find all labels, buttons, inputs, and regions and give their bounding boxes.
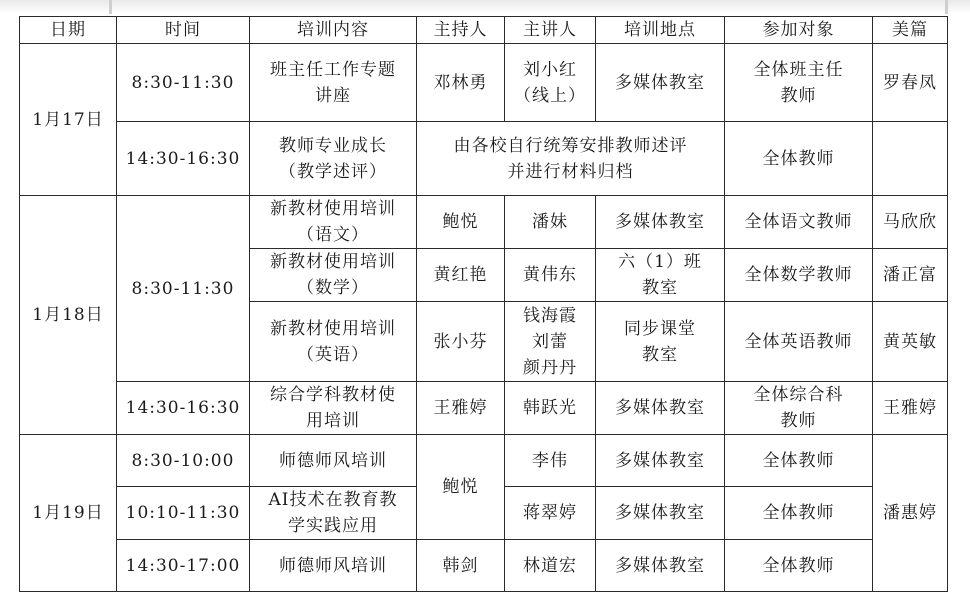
column-mark [945, 0, 948, 14]
audience-cell: 全体综合科 教师 [725, 382, 873, 435]
speaker-cell: 钱海霞 刘蕾 颜丹丹 [505, 302, 596, 382]
header-content: 培训内容 [250, 17, 417, 44]
meipian-cell: 王雅婷 [873, 382, 948, 435]
header-meipian: 美篇 [873, 17, 948, 44]
location-cell: 多媒体教室 [596, 196, 725, 249]
audience-cell: 全体教师 [725, 540, 873, 592]
top-edge-shadow [0, 0, 970, 14]
date-cell: 1月17日 [20, 44, 117, 196]
host-cell: 黄红艳 [417, 249, 505, 302]
speaker-cell: 潘妹 [505, 196, 596, 249]
time-cell: 8:30-11:30 [117, 44, 250, 122]
merged-note-cell: 由各校自行统筹安排教师述评 并进行材料归档 [417, 122, 725, 196]
header-audience: 参加对象 [725, 17, 873, 44]
time-cell: 14:30-16:30 [117, 382, 250, 435]
header-date: 日期 [20, 17, 117, 44]
audience-cell: 全体教师 [725, 435, 873, 487]
content-cell: 师德师风培训 [250, 540, 417, 592]
header-host: 主持人 [417, 17, 505, 44]
speaker-cell: 李伟 [505, 435, 596, 487]
header-row [20, 17, 948, 44]
meipian-cell: 潘正富 [873, 249, 948, 302]
meipian-cell [873, 122, 948, 196]
host-cell: 韩剑 [417, 540, 505, 592]
header-location: 培训地点 [596, 17, 725, 44]
meipian-cell: 潘惠婷 [873, 435, 948, 592]
content-cell: 班主任工作专题 讲座 [250, 44, 417, 122]
date-cell: 1月18日 [20, 196, 117, 435]
date-cell: 1月19日 [20, 435, 117, 592]
content-cell: 新教材使用培训 （数学） [250, 249, 417, 302]
audience-cell: 全体语文教师 [725, 196, 873, 249]
speaker-cell: 黄伟东 [505, 249, 596, 302]
time-cell: 14:30-16:30 [117, 122, 250, 196]
content-cell: 新教材使用培训 （英语） [250, 302, 417, 382]
host-cell: 鲍悦 [417, 196, 505, 249]
host-cell: 张小芬 [417, 302, 505, 382]
audience-cell: 全体班主任 教师 [725, 44, 873, 122]
time-cell: 8:30-11:30 [117, 196, 250, 382]
speaker-cell: 蒋翠婷 [505, 487, 596, 540]
content-cell: 综合学科教材使 用培训 [250, 382, 417, 435]
content-cell: 师德师风培训 [250, 435, 417, 487]
audience-cell: 全体教师 [725, 487, 873, 540]
time-cell: 8:30-10:00 [117, 435, 250, 487]
speaker-cell: 林道宏 [505, 540, 596, 592]
meipian-cell: 马欣欣 [873, 196, 948, 249]
table-row [20, 44, 948, 122]
speaker-cell: 韩跃光 [505, 382, 596, 435]
location-cell: 多媒体教室 [596, 540, 725, 592]
table-row [20, 196, 948, 249]
audience-cell: 全体数学教师 [725, 249, 873, 302]
table-row [20, 435, 948, 487]
table-row [20, 122, 948, 196]
location-cell: 同步课堂 教室 [596, 302, 725, 382]
table-row [20, 540, 948, 592]
column-mark [109, 0, 112, 14]
time-cell: 10:10-11:30 [117, 487, 250, 540]
time-cell: 14:30-17:00 [117, 540, 250, 592]
content-cell: 新教材使用培训 （语文） [250, 196, 417, 249]
location-cell: 多媒体教室 [596, 44, 725, 122]
host-cell: 王雅婷 [417, 382, 505, 435]
location-cell: 多媒体教室 [596, 435, 725, 487]
content-cell: 教师专业成长 （教学述评） [250, 122, 417, 196]
location-cell: 多媒体教室 [596, 487, 725, 540]
header-speaker: 主讲人 [505, 17, 596, 44]
host-cell: 邓林勇 [417, 44, 505, 122]
header-time: 时间 [117, 17, 250, 44]
meipian-cell: 黄英敏 [873, 302, 948, 382]
speaker-cell: 刘小红 （线上） [505, 44, 596, 122]
table-row [20, 382, 948, 435]
location-cell: 多媒体教室 [596, 382, 725, 435]
training-schedule-table [19, 16, 948, 592]
content-cell: AI技术在教育教 学实践应用 [250, 487, 417, 540]
host-cell: 鲍悦 [417, 435, 505, 540]
location-cell: 六（1）班 教室 [596, 249, 725, 302]
audience-cell: 全体英语教师 [725, 302, 873, 382]
meipian-cell: 罗春凤 [873, 44, 948, 122]
audience-cell: 全体教师 [725, 122, 873, 196]
